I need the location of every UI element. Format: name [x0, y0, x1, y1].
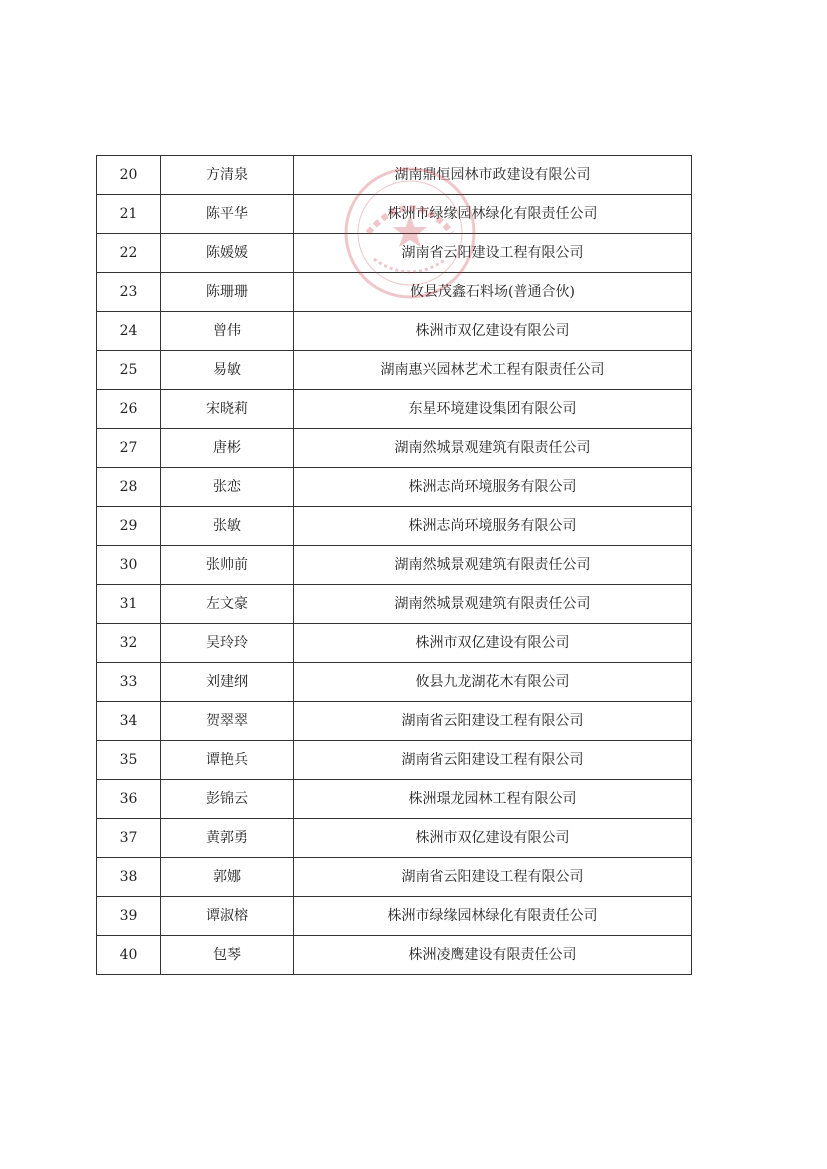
company-name-cell: 攸县茂鑫石料场(普通合伙) [294, 273, 692, 312]
table-row [97, 195, 692, 234]
company-name-cell: 湖南鼎恒园林市政建设有限公司 [294, 156, 692, 195]
row-number-cell: 39 [97, 897, 161, 936]
company-name-cell: 湖南然城景观建筑有限责任公司 [294, 546, 692, 585]
company-name-cell: 株洲志尚环境服务有限公司 [294, 507, 692, 546]
row-number-cell: 22 [97, 234, 161, 273]
company-name-cell: 株洲市双亿建设有限公司 [294, 819, 692, 858]
person-name-cell: 陈平华 [161, 195, 294, 234]
person-name-cell: 左文豪 [161, 585, 294, 624]
company-name-cell: 株洲凌鹰建设有限责任公司 [294, 936, 692, 975]
company-name-cell: 湖南惠兴园林艺术工程有限责任公司 [294, 351, 692, 390]
table-row [97, 273, 692, 312]
company-name-cell: 株洲市绿缘园林绿化有限责任公司 [294, 897, 692, 936]
row-number-cell: 40 [97, 936, 161, 975]
person-name-cell: 郭娜 [161, 858, 294, 897]
row-number-cell: 24 [97, 312, 161, 351]
table-row [97, 897, 692, 936]
row-number-cell: 36 [97, 780, 161, 819]
person-name-cell: 贺翠翠 [161, 702, 294, 741]
person-name-cell: 彭锦云 [161, 780, 294, 819]
company-name-cell: 攸县九龙湖花木有限公司 [294, 663, 692, 702]
company-name-cell: 湖南省云阳建设工程有限公司 [294, 234, 692, 273]
table-row [97, 312, 692, 351]
row-number-cell: 32 [97, 624, 161, 663]
table-row [97, 663, 692, 702]
row-number-cell: 26 [97, 390, 161, 429]
person-name-cell: 谭淑榕 [161, 897, 294, 936]
row-number-cell: 28 [97, 468, 161, 507]
person-name-cell: 方清泉 [161, 156, 294, 195]
person-name-cell: 唐彬 [161, 429, 294, 468]
person-name-cell: 张敏 [161, 507, 294, 546]
person-name-cell: 张恋 [161, 468, 294, 507]
person-name-cell: 黄郭勇 [161, 819, 294, 858]
company-name-cell: 株洲市双亿建设有限公司 [294, 312, 692, 351]
company-name-cell: 湖南省云阳建设工程有限公司 [294, 702, 692, 741]
company-name-cell: 湖南省云阳建设工程有限公司 [294, 858, 692, 897]
row-number-cell: 37 [97, 819, 161, 858]
person-name-cell: 陈媛媛 [161, 234, 294, 273]
table-row [97, 156, 692, 195]
row-number-cell: 27 [97, 429, 161, 468]
table-row [97, 741, 692, 780]
table-row [97, 819, 692, 858]
person-name-cell: 宋晓莉 [161, 390, 294, 429]
table-row [97, 351, 692, 390]
company-name-cell: 株洲市绿缘园林绿化有限责任公司 [294, 195, 692, 234]
row-number-cell: 38 [97, 858, 161, 897]
table-row [97, 780, 692, 819]
table-row [97, 702, 692, 741]
person-name-cell: 陈珊珊 [161, 273, 294, 312]
table-row [97, 390, 692, 429]
company-name-cell: 湖南省云阳建设工程有限公司 [294, 741, 692, 780]
row-number-cell: 31 [97, 585, 161, 624]
table-row [97, 624, 692, 663]
company-name-cell: 东星环境建设集团有限公司 [294, 390, 692, 429]
row-number-cell: 20 [97, 156, 161, 195]
person-name-cell: 曾伟 [161, 312, 294, 351]
table-row [97, 468, 692, 507]
person-name-cell: 谭艳兵 [161, 741, 294, 780]
row-number-cell: 21 [97, 195, 161, 234]
row-number-cell: 33 [97, 663, 161, 702]
company-name-cell: 株洲市双亿建设有限公司 [294, 624, 692, 663]
table-row [97, 585, 692, 624]
table-row [97, 858, 692, 897]
roster-table-body [97, 156, 692, 975]
table-row [97, 546, 692, 585]
person-name-cell: 包琴 [161, 936, 294, 975]
row-number-cell: 29 [97, 507, 161, 546]
person-name-cell: 吴玲玲 [161, 624, 294, 663]
company-name-cell: 湖南然城景观建筑有限责任公司 [294, 429, 692, 468]
row-number-cell: 30 [97, 546, 161, 585]
company-name-cell: 株洲志尚环境服务有限公司 [294, 468, 692, 507]
person-name-cell: 刘建纲 [161, 663, 294, 702]
row-number-cell: 34 [97, 702, 161, 741]
roster-table [96, 155, 692, 975]
person-name-cell: 易敏 [161, 351, 294, 390]
person-name-cell: 张帅前 [161, 546, 294, 585]
row-number-cell: 23 [97, 273, 161, 312]
table-row [97, 507, 692, 546]
company-name-cell: 株洲璟龙园林工程有限公司 [294, 780, 692, 819]
row-number-cell: 25 [97, 351, 161, 390]
row-number-cell: 35 [97, 741, 161, 780]
table-row [97, 936, 692, 975]
table-row [97, 429, 692, 468]
company-name-cell: 湖南然城景观建筑有限责任公司 [294, 585, 692, 624]
table-row [97, 234, 692, 273]
